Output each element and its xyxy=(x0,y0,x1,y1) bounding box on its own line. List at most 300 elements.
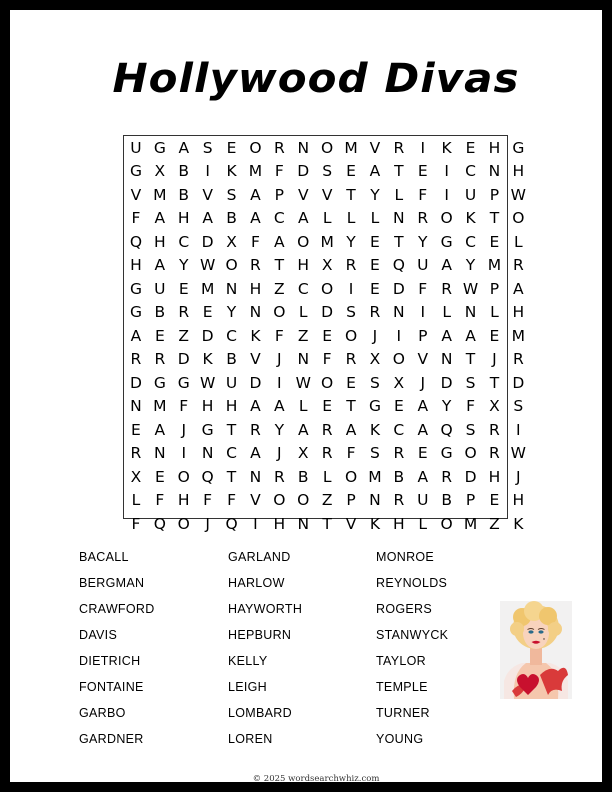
grid-letter: D xyxy=(201,326,214,345)
grid-letter: P xyxy=(418,326,428,345)
word-list-item: GARBO xyxy=(79,706,126,720)
grid-letter: W xyxy=(199,256,216,274)
grid-letter: O xyxy=(273,491,286,509)
grid-letter: A xyxy=(441,256,452,274)
grid-letter: W xyxy=(510,444,526,462)
grid-letter: G xyxy=(129,303,142,321)
grid-letter: U xyxy=(130,138,142,157)
grid-letter: M xyxy=(320,232,334,251)
grid-letter: A xyxy=(441,326,452,345)
grid-letter: R xyxy=(273,467,285,486)
grid-letter: G xyxy=(177,373,190,392)
grid-row xyxy=(124,278,524,302)
grid-letter: O xyxy=(297,491,310,509)
grid-letter: R xyxy=(321,444,333,462)
grid-letter: R xyxy=(345,256,357,274)
grid-letter: T xyxy=(226,467,237,486)
grid-letter: D xyxy=(392,279,405,298)
word-list-item: FONTAINE xyxy=(79,680,144,694)
grid-row xyxy=(124,160,525,184)
grid-letter: G xyxy=(129,162,142,180)
grid-letter: Q xyxy=(225,514,238,533)
grid-letter: I xyxy=(444,185,449,204)
grid-letter: L xyxy=(442,303,451,321)
grid-letter: N xyxy=(297,138,310,157)
grid-letter: R xyxy=(369,303,381,321)
grid-letter: R xyxy=(250,256,261,274)
grid-letter: C xyxy=(178,232,190,251)
grid-letter: E xyxy=(154,467,165,486)
grid-letter: E xyxy=(370,232,380,251)
grid-letter: Q xyxy=(129,232,143,251)
grid-letter: C xyxy=(465,162,476,180)
grid-letter: H xyxy=(488,138,501,157)
grid-letter: R xyxy=(154,350,166,368)
grid-letter: R xyxy=(417,209,429,227)
grid-letter: M xyxy=(511,326,526,345)
grid-letter: A xyxy=(130,326,142,345)
grid-letter: I xyxy=(205,162,210,180)
grid-letter: F xyxy=(131,209,141,227)
grid-letter: E xyxy=(489,326,500,345)
grid-letter: G xyxy=(153,373,166,392)
grid-letter: X xyxy=(489,397,500,415)
grid-row xyxy=(124,325,526,349)
grid-letter: M xyxy=(200,279,215,298)
word-list-item: HARLOW xyxy=(228,576,285,590)
grid-letter: S xyxy=(370,373,380,392)
copyright-footer: © 2025 wordsearchwhiz.com xyxy=(252,774,380,784)
grid-letter: A xyxy=(274,397,285,415)
grid-row xyxy=(124,419,521,443)
grid-letter: N xyxy=(488,162,501,180)
grid-letter: D xyxy=(129,373,142,392)
grid-letter: R xyxy=(130,444,142,462)
grid-letter: U xyxy=(225,373,238,392)
grid-letter: C xyxy=(393,420,405,439)
grid-letter: P xyxy=(489,279,500,298)
grid-letter: B xyxy=(297,467,309,486)
grid-letter: X xyxy=(154,162,166,180)
grid-letter: N xyxy=(201,444,214,462)
word-list-item: BERGMAN xyxy=(79,576,145,590)
grid-letter: K xyxy=(465,209,476,227)
grid-letter: Y xyxy=(465,256,476,274)
grid-letter: H xyxy=(225,397,238,415)
grid-row xyxy=(124,301,525,325)
grid-letter: O xyxy=(321,373,334,392)
grid-letter: O xyxy=(392,350,405,368)
grid-letter: R xyxy=(250,420,261,439)
grid-letter: Y xyxy=(441,397,452,415)
grid-letter: G xyxy=(512,138,525,157)
word-list-item: REYNOLDS xyxy=(376,576,448,590)
grid-letter: L xyxy=(370,209,380,227)
grid-letter: T xyxy=(322,514,332,533)
grid-letter: F xyxy=(155,491,165,509)
grid-letter: D xyxy=(249,373,262,392)
grid-letter: T xyxy=(394,232,404,251)
grid-letter: O xyxy=(464,444,477,462)
grid-letter: V xyxy=(321,185,333,204)
grid-letter: W xyxy=(510,185,526,204)
grid-letter: T xyxy=(226,420,237,439)
word-list-item: LOMBARD xyxy=(228,706,292,720)
grid-letter: N xyxy=(393,209,405,227)
grid-letter: Y xyxy=(179,256,189,274)
grid-letter: O xyxy=(344,467,358,486)
grid-letter: I xyxy=(420,303,426,321)
grid-letter: Q xyxy=(392,256,405,274)
grid-row xyxy=(124,231,523,255)
grid-letter: Q xyxy=(153,514,166,533)
grid-letter: H xyxy=(201,397,214,415)
grid-letter: R xyxy=(393,138,405,157)
grid-letter: Z xyxy=(321,491,333,509)
grid-letter: B xyxy=(441,491,452,509)
grid-letter: F xyxy=(322,350,332,368)
grid-row xyxy=(124,207,525,231)
grid-letter: E xyxy=(417,444,428,462)
word-list-item: DIETRICH xyxy=(79,654,141,668)
grid-letter: S xyxy=(465,373,476,392)
grid-letter: X xyxy=(130,467,142,486)
grid-letter: P xyxy=(465,491,476,509)
grid-letter: K xyxy=(250,326,261,345)
grid-letter: H xyxy=(177,491,190,509)
grid-letter: Q xyxy=(440,420,453,439)
grid-letter: N xyxy=(297,350,310,368)
grid-letter: R xyxy=(489,444,500,462)
grid-letter: H xyxy=(393,514,405,533)
grid-letter: U xyxy=(154,279,166,298)
grid-letter: R xyxy=(512,256,524,274)
grid-letter: L xyxy=(514,232,523,251)
grid-letter: J xyxy=(205,514,210,533)
grid-letter: E xyxy=(465,138,476,157)
grid-letter: J xyxy=(420,373,426,392)
grid-letter: F xyxy=(274,162,284,180)
grid-letter: J xyxy=(516,467,521,486)
grid-letter: R xyxy=(489,420,500,439)
grid-letter: W xyxy=(462,279,479,298)
grid-letter: L xyxy=(131,491,141,509)
grid-letter: H xyxy=(273,514,286,533)
grid-row xyxy=(124,466,521,490)
grid-row xyxy=(124,442,526,466)
grid-letter: O xyxy=(177,467,190,486)
grid-letter: S xyxy=(322,162,333,180)
grid-letter: M xyxy=(344,138,358,157)
grid-letter: T xyxy=(346,397,356,415)
grid-letter: A xyxy=(250,209,261,227)
grid-letter: E xyxy=(226,138,237,157)
grid-letter: D xyxy=(297,162,310,180)
grid-letter: O xyxy=(177,514,190,533)
word-list-item: YOUNG xyxy=(376,732,424,746)
grid-letter: K xyxy=(226,162,237,180)
grid-row xyxy=(124,254,524,278)
grid-letter: C xyxy=(226,326,237,345)
grid-row xyxy=(124,348,524,372)
grid-letter: L xyxy=(298,397,308,415)
grid-letter: R xyxy=(393,444,405,462)
grid-letter: V xyxy=(202,185,213,204)
grid-letter: C xyxy=(273,209,285,227)
grid-letter: J xyxy=(277,350,282,368)
grid-letter: W xyxy=(199,373,216,392)
grid-letter: N xyxy=(249,303,262,321)
grid-letter: V xyxy=(345,514,357,533)
grid-letter: X xyxy=(393,373,405,392)
grid-letter: A xyxy=(274,232,285,251)
grid-letter: H xyxy=(249,279,262,298)
grid-letter: E xyxy=(322,326,333,345)
grid-letter: A xyxy=(250,397,261,415)
word-list-item: HEPBURN xyxy=(228,628,292,642)
grid-letter: L xyxy=(394,185,404,204)
grid-letter: M xyxy=(153,185,167,204)
grid-letter: J xyxy=(181,420,187,439)
grid-letter: E xyxy=(178,279,189,298)
grid-letter: S xyxy=(465,420,476,439)
grid-letter: B xyxy=(178,162,190,180)
word-list-item: LEIGH xyxy=(228,680,268,694)
grid-letter: H xyxy=(488,467,501,486)
grid-row xyxy=(124,137,525,161)
word-list-item: GARLAND xyxy=(228,550,291,564)
grid-letter: O xyxy=(273,303,286,321)
grid-letter: I xyxy=(444,162,449,180)
grid-letter: F xyxy=(418,279,428,298)
grid-letter: N xyxy=(225,279,238,298)
grid-letter: P xyxy=(274,185,285,204)
grid-row xyxy=(124,372,525,396)
grid-letter: E xyxy=(489,232,500,251)
grid-letter: L xyxy=(322,467,332,486)
grid-letter: T xyxy=(346,185,356,204)
grid-letter: E xyxy=(489,491,500,509)
grid-letter: A xyxy=(178,138,190,157)
grid-letter: Y xyxy=(418,232,428,251)
grid-letter: B xyxy=(393,467,405,486)
grid-letter: A xyxy=(250,185,261,204)
grid-letter: K xyxy=(369,420,381,439)
grid-letter: E xyxy=(370,256,380,274)
grid-letter: F xyxy=(203,491,213,509)
grid-row xyxy=(124,395,524,419)
grid-letter: F xyxy=(466,397,475,415)
grid-letter: F xyxy=(346,444,356,462)
grid-letter: U xyxy=(417,256,429,274)
grid-letter: R xyxy=(273,138,285,157)
grid-letter: A xyxy=(345,420,357,439)
grid-letter: A xyxy=(417,397,429,415)
diva-illustration xyxy=(500,601,572,699)
grid-row xyxy=(124,184,526,208)
word-list-item: KELLY xyxy=(228,654,268,668)
grid-letter: N xyxy=(440,350,453,368)
grid-letter: C xyxy=(226,444,237,462)
grid-letter: X xyxy=(321,256,333,274)
grid-letter: O xyxy=(440,209,453,227)
grid-letter: A xyxy=(250,444,261,462)
grid-letter: K xyxy=(202,350,213,368)
grid-letter: D xyxy=(321,303,334,321)
grid-letter: E xyxy=(322,397,333,415)
grid-letter: V xyxy=(130,185,142,204)
grid-letter: U xyxy=(417,491,429,509)
grid-letter: A xyxy=(369,162,381,180)
grid-letter: N xyxy=(393,303,405,321)
grid-letter: N xyxy=(154,444,166,462)
grid-letter: R xyxy=(441,279,453,298)
grid-letter: H xyxy=(177,209,190,227)
grid-letter: B xyxy=(226,350,237,368)
grid-letter: S xyxy=(370,444,380,462)
grid-letter: A xyxy=(417,420,429,439)
blonde-diva-portrait-icon xyxy=(500,601,572,699)
grid-letter: M xyxy=(463,514,478,533)
grid-letter: S xyxy=(346,303,356,321)
grid-letter: D xyxy=(512,373,525,392)
word-list-item: HAYWORTH xyxy=(228,602,303,616)
grid-letter: G xyxy=(129,279,142,298)
grid-letter: O xyxy=(249,138,262,157)
grid-letter: X xyxy=(369,350,381,368)
grid-letter: B xyxy=(226,209,237,227)
grid-letter: E xyxy=(393,397,404,415)
grid-letter: Z xyxy=(297,326,309,345)
grid-letter: J xyxy=(372,326,378,345)
grid-letter: H xyxy=(512,303,525,321)
grid-letter: C xyxy=(465,232,476,251)
word-list-item: STANWYCK xyxy=(376,628,449,642)
grid-letter: X xyxy=(226,232,237,251)
grid-letter: K xyxy=(441,138,452,157)
grid-letter: T xyxy=(465,350,476,368)
grid-letter: A xyxy=(154,209,166,227)
grid-letter: A xyxy=(417,467,429,486)
grid-letter: R xyxy=(178,303,190,321)
grid-letter: V xyxy=(297,185,309,204)
grid-letter: D xyxy=(464,467,477,486)
grid-letter: F xyxy=(250,232,260,251)
grid-letter: F xyxy=(274,326,284,345)
grid-row xyxy=(124,513,524,537)
grid-letter: G xyxy=(440,444,453,462)
word-list-item: TAYLOR xyxy=(376,654,426,668)
grid-letter: U xyxy=(464,185,477,204)
grid-letter: V xyxy=(369,138,381,157)
grid-letter: B xyxy=(178,185,190,204)
grid-letter: M xyxy=(368,467,382,486)
grid-letter: N xyxy=(464,303,477,321)
grid-letter: L xyxy=(346,209,356,227)
grid-letter: O xyxy=(297,232,310,251)
grid-letter: T xyxy=(394,162,404,180)
grid-letter: H xyxy=(512,491,525,509)
grid-letter: S xyxy=(202,138,213,157)
grid-letter: V xyxy=(417,350,429,368)
grid-letter: A xyxy=(465,326,476,345)
grid-letter: O xyxy=(225,256,238,274)
grid-letter: I xyxy=(516,420,521,439)
grid-letter: O xyxy=(344,326,358,345)
grid-letter: L xyxy=(322,209,332,227)
grid-letter: E xyxy=(131,420,141,439)
word-search-grid xyxy=(123,135,526,533)
grid-letter: F xyxy=(418,185,428,204)
grid-letter: L xyxy=(418,514,428,533)
grid-letter: I xyxy=(181,444,187,462)
grid-letter: L xyxy=(490,303,499,321)
grid-letter: N xyxy=(297,514,310,533)
grid-letter: D xyxy=(177,350,190,368)
grid-letter: E xyxy=(202,303,213,321)
grid-letter: A xyxy=(297,420,309,439)
grid-letter: F xyxy=(227,491,236,509)
grid-letter: O xyxy=(321,279,334,298)
grid-letter: R xyxy=(512,350,524,368)
grid-letter: H xyxy=(297,256,310,274)
grid-letter: V xyxy=(250,491,261,509)
grid-letter: O xyxy=(512,209,525,227)
grid-letter: Z xyxy=(274,279,285,298)
grid-letter: W xyxy=(295,373,311,392)
word-list-item: TEMPLE xyxy=(376,680,428,694)
grid-row xyxy=(124,489,525,513)
grid-letter: R xyxy=(130,350,142,368)
grid-letter: H xyxy=(130,256,142,274)
grid-letter: Z xyxy=(489,514,500,533)
grid-letter: T xyxy=(274,256,285,274)
word-list-item: ROGERS xyxy=(376,602,432,616)
grid-letter: Y xyxy=(226,303,237,321)
grid-letter: H xyxy=(154,232,166,251)
grid-letter: I xyxy=(253,514,258,533)
word-list-item: DAVIS xyxy=(79,628,118,642)
grid-letter: Y xyxy=(346,232,356,251)
grid-letter: N xyxy=(249,467,262,486)
grid-letter: D xyxy=(440,373,453,392)
grid-letter: I xyxy=(277,373,282,392)
grid-letter: E xyxy=(417,162,428,180)
word-list-item: CRAWFORD xyxy=(79,602,155,616)
grid-letter: Y xyxy=(274,420,285,439)
grid-letter: Q xyxy=(201,467,214,486)
grid-letter: A xyxy=(154,256,166,274)
grid-letter: O xyxy=(440,514,453,533)
grid-letter: S xyxy=(226,185,237,204)
grid-letter: A xyxy=(513,279,524,298)
grid-letter: K xyxy=(369,514,381,533)
grid-letter: R xyxy=(321,420,333,439)
grid-letter: L xyxy=(298,303,308,321)
grid-letter: R xyxy=(441,467,453,486)
word-list-item: BACALL xyxy=(79,550,129,564)
grid-letter: X xyxy=(297,444,309,462)
grid-letter: M xyxy=(153,397,167,415)
grid-letter: P xyxy=(346,491,356,509)
grid-letter: B xyxy=(154,303,166,321)
grid-letter: S xyxy=(513,397,524,415)
grid-letter: Z xyxy=(178,326,190,345)
grid-letter: Y xyxy=(370,185,380,204)
grid-letter: N xyxy=(130,397,142,415)
grid-letter: A xyxy=(297,209,309,227)
grid-letter: J xyxy=(492,350,497,368)
